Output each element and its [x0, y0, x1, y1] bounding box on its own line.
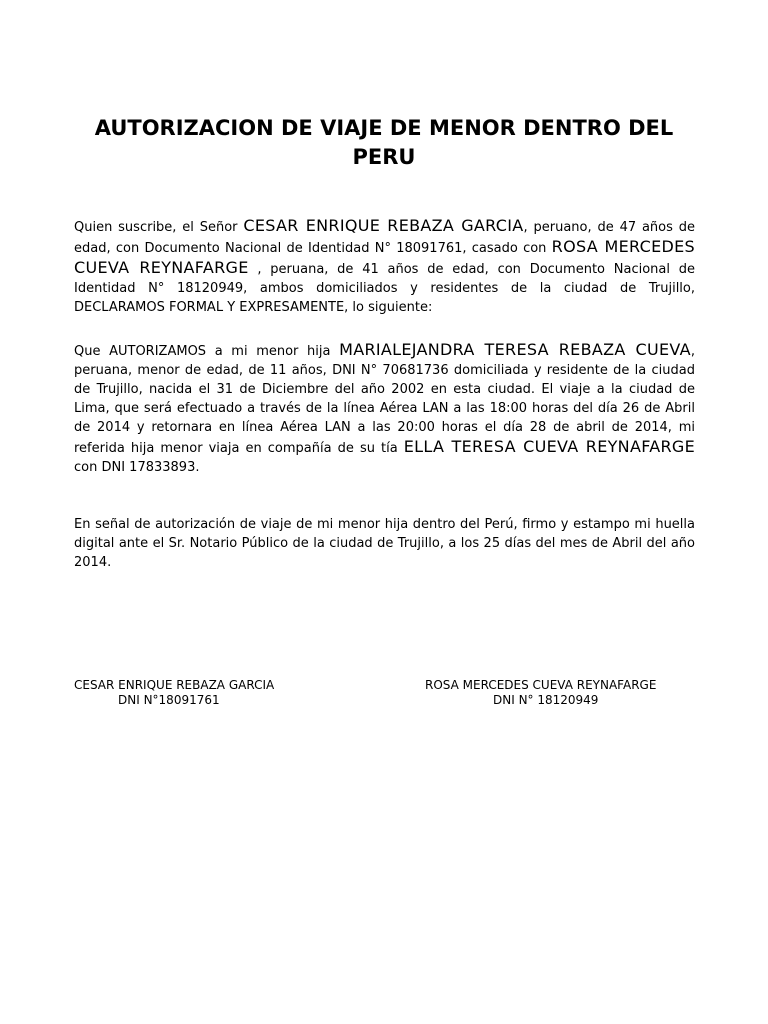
paragraph-text: , peruana, de 41 años de edad, con Documento Nacional de Identidad N° 18120949, ambos domiciliados y residentes de la ciudad de Trujillo, DECLARAMOS FORMAL Y EXPRESAMENTE, lo siguiente:	[74, 262, 695, 315]
paragraph-text: Que AUTORIZAMOS a mi menor hija	[74, 344, 340, 359]
paragraph-closing: En señal de autorización de viaje de mi menor hija dentro del Perú, firmo y estampo mi huella digital ante el Sr. Notario Público de la ciudad de Trujillo, a los 25 días del mes de Abril del año 2014.	[74, 517, 695, 570]
signature-dni: DNI N° 18120949	[493, 693, 599, 707]
signature-block-father	[74, 678, 314, 708]
document-title: AUTORIZACION DE VIAJE DE MENOR DENTRO DEL PERU	[94, 116, 674, 169]
paragraph-authorization	[74, 340, 695, 477]
father-name: CESAR ENRIQUE REBAZA GARCIA	[243, 216, 524, 235]
paragraph-text: Quien suscribe, el Señor	[74, 220, 244, 235]
signature-name: ROSA MERCEDES CUEVA REYNAFARGE	[425, 678, 657, 692]
signature-dni: DNI N°18091761	[118, 693, 220, 707]
signature-name: CESAR ENRIQUE REBAZA GARCIA	[74, 678, 275, 692]
paragraph-declarants	[74, 216, 695, 317]
mother-name: ROSA MERCEDES CUEVA REYNAFARGE	[74, 237, 695, 277]
aunt-name: ELLA TERESA CUEVA REYNAFARGE	[403, 437, 696, 456]
paragraph-text: , peruana, menor de edad, de 11 años, DNI N° 70681736 domiciliada y residente de la ciudad de Trujillo, nacida el 31 de Diciembre del año 2002 en esta ciudad. El viaje a la ciudad de Lima, que será efectuado a través de la línea Aérea LAN a las 18:00 horas del día 26 de Abril de 2014 y retornara en línea Aérea LAN a las 20:00 horas el día 28 de abril de 2014, mi referida hija menor viaja en compañía de su tía	[74, 344, 695, 456]
paragraph-text: , peruano, de 47 años de edad, con Documento Nacional de Identidad N° 18091761, casado con	[74, 220, 695, 256]
child-name: MARIALEJANDRA TERESA REBAZA CUEVA	[339, 340, 691, 359]
paragraph-text: con DNI 17833893.	[74, 460, 200, 475]
signature-block-mother	[425, 678, 695, 708]
